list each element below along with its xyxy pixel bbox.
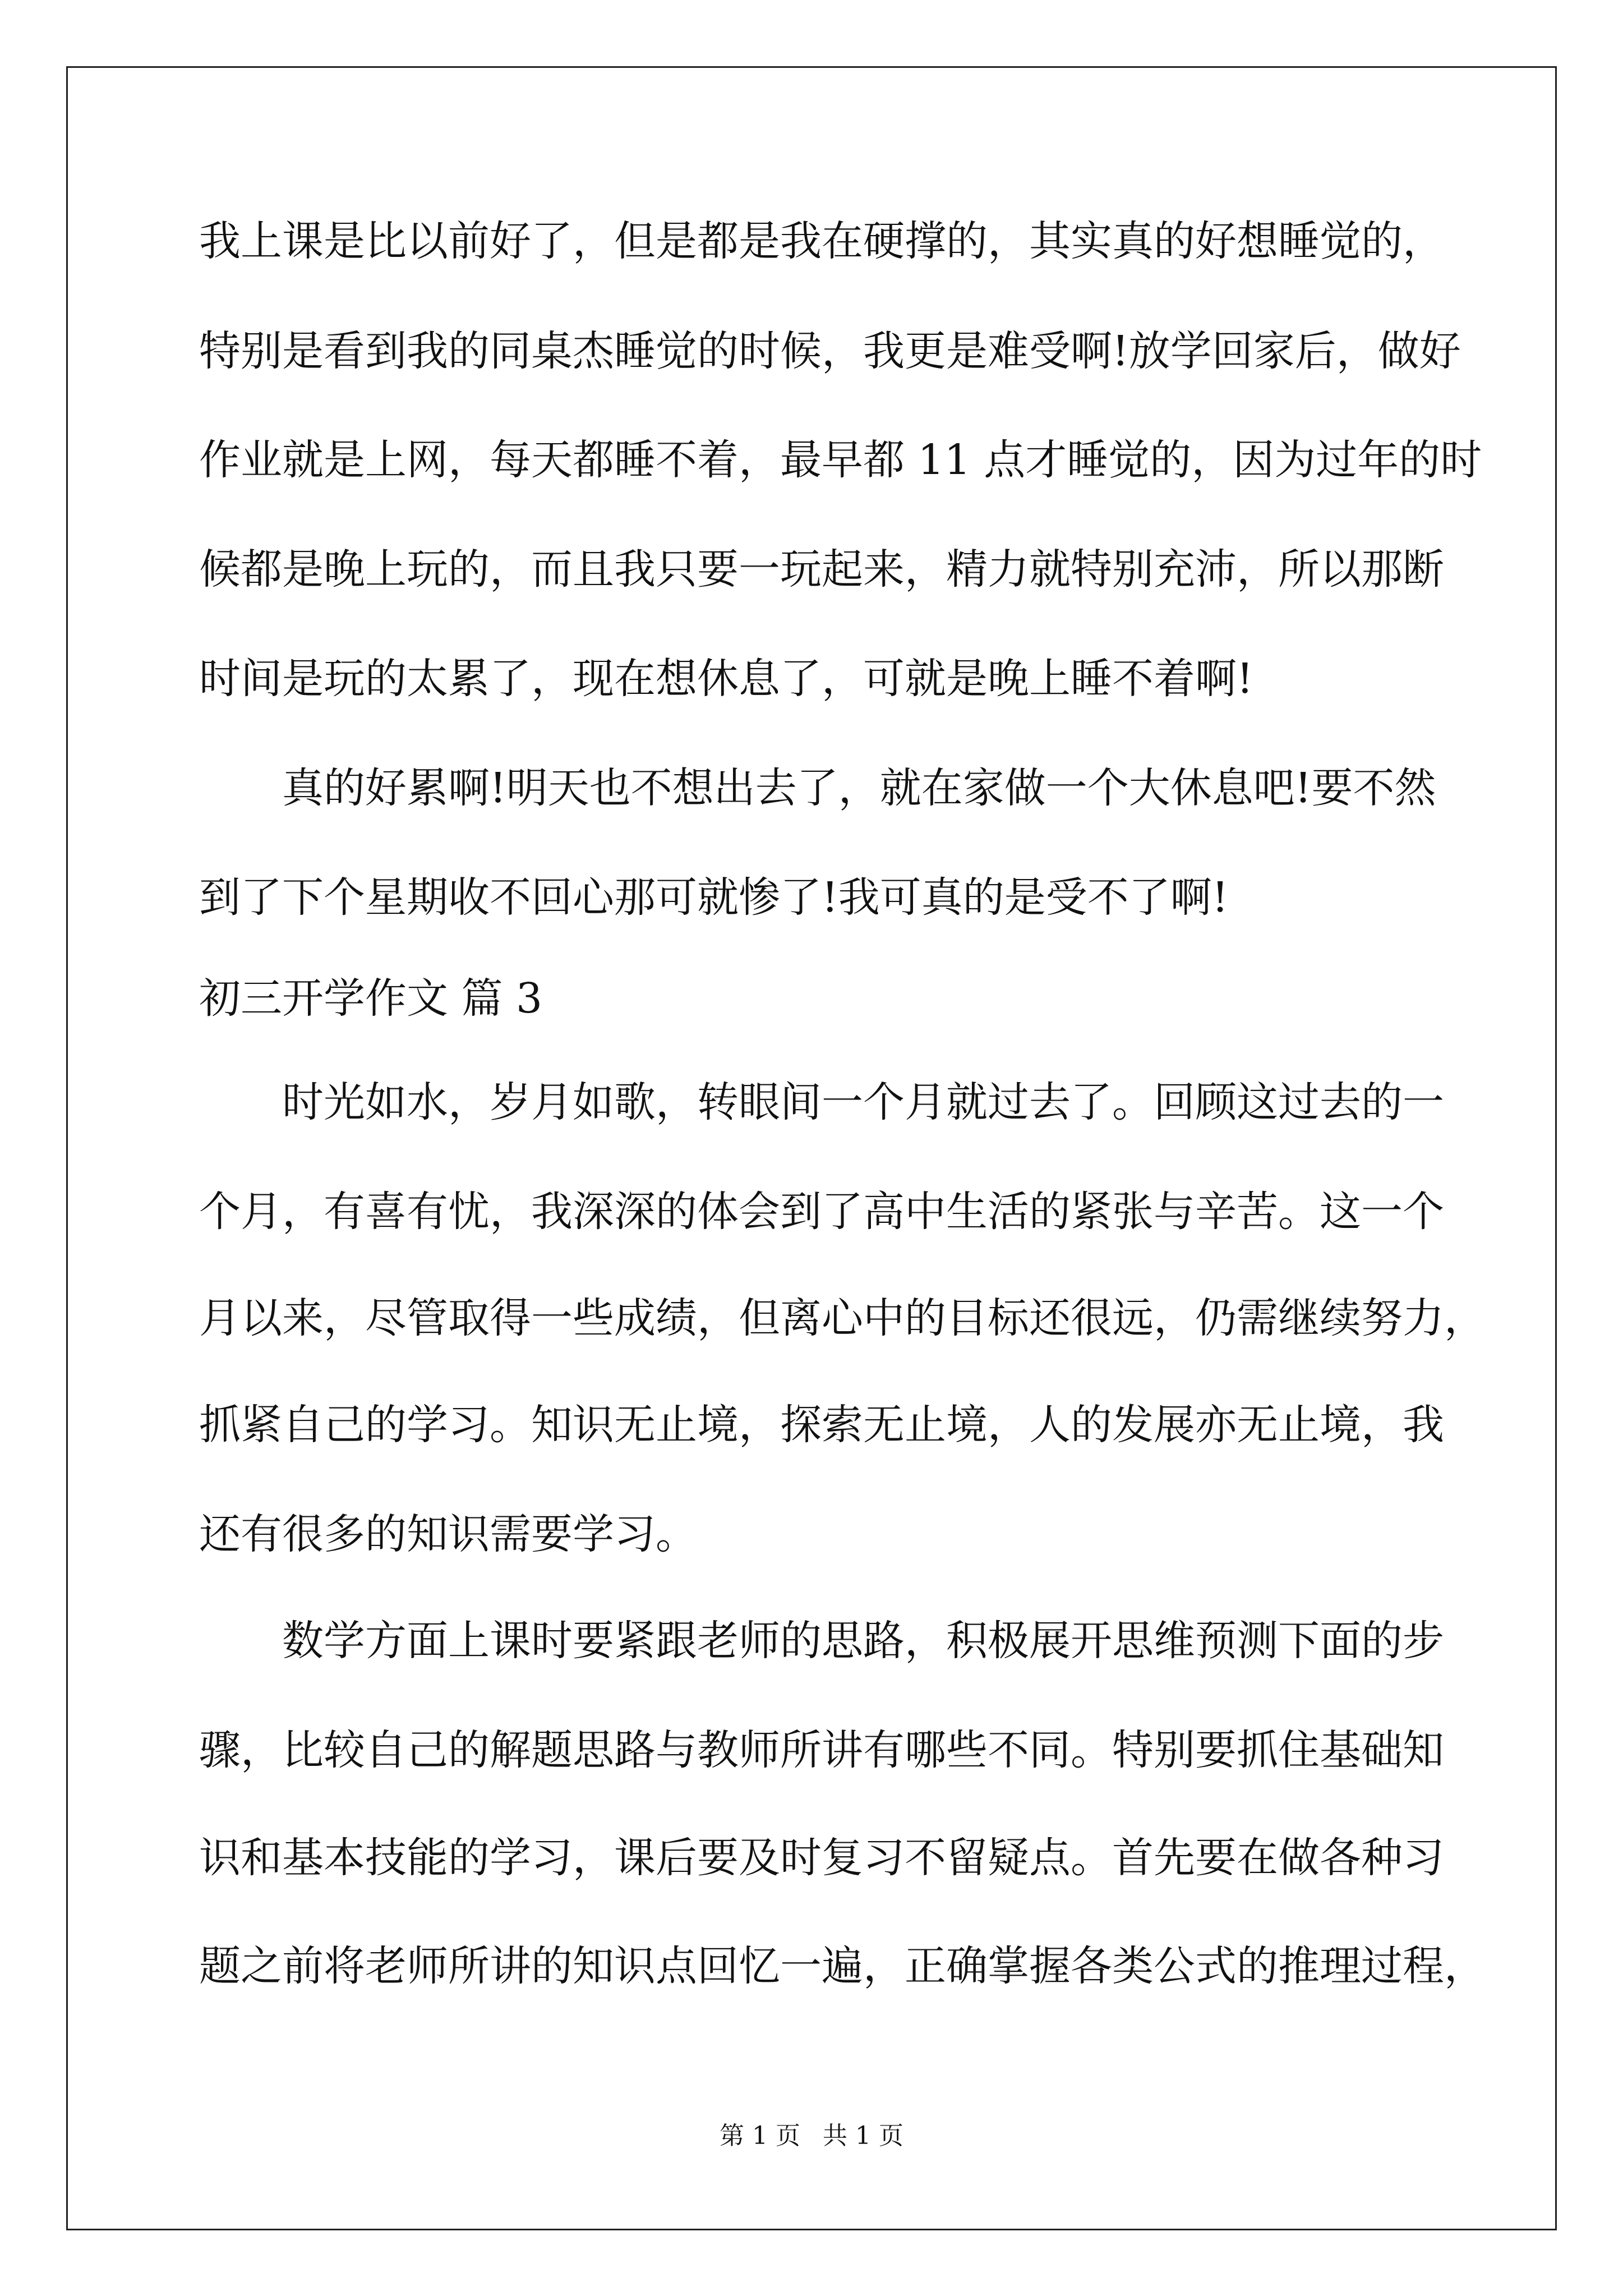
paragraph-first-line: 真的好累啊!明天也不想出去了，就在家做一个大休息吧!要不然 <box>282 764 1436 812</box>
text-line: 作业就是上网，每天都睡不着，最早都 11 点才睡觉的，因为过年的时 <box>199 436 1482 484</box>
text-line: 个月，有喜有忧，我深深的体会到了高中生活的紧张与辛苦。这一个 <box>199 1188 1444 1236</box>
section-heading: 初三开学作文 篇 3 <box>199 974 543 1023</box>
paragraph-first-line: 数学方面上课时要紧跟老师的思路，积极展开思维预测下面的步 <box>282 1617 1444 1665</box>
text-line: 候都是晚上玩的，而且我只要一玩起来，精力就特别充沛，所以那断 <box>199 545 1444 593</box>
page-border <box>66 66 1557 2230</box>
text-line: 特别是看到我的同桌杰睡觉的时候，我更是难受啊!放学回家后，做好 <box>199 327 1461 375</box>
page-footer <box>0 2119 1623 2153</box>
text-line: 月以来，尽管取得一些成绩，但离心中的目标还很远，仍需继续努力， <box>199 1294 1486 1342</box>
text-line: 题之前将老师所讲的知识点回忆一遍，正确掌握各类公式的推理过程， <box>199 1942 1486 1990</box>
text-line: 抓紧自己的学习。知识无止境，探索无止境，人的发展亦无止境，我 <box>199 1401 1444 1449</box>
page-number: 第 1 页 <box>720 2122 800 2150</box>
text-line: 我上课是比以前好了，但是都是我在硬撑的，其实真的好想睡觉的， <box>199 217 1444 265</box>
text-line: 时间是玩的太累了，现在想休息了，可就是晚上睡不着啊! <box>199 655 1253 703</box>
text-line: 识和基本技能的学习，课后要及时复习不留疑点。首先要在做各种习 <box>199 1834 1444 1882</box>
paragraph-first-line: 时光如水，岁月如歌，转眼间一个月就过去了。回顾这过去的一 <box>282 1078 1444 1126</box>
text-line: 到了下个星期收不回心那可就惨了!我可真的是受不了啊! <box>199 873 1229 922</box>
page-total: 共 1 页 <box>823 2122 903 2150</box>
text-line: 还有很多的知识需要学习。 <box>199 1510 697 1558</box>
text-line: 骤，比较自己的解题思路与教师所讲有哪些不同。特别要抓住基础知 <box>199 1726 1444 1774</box>
